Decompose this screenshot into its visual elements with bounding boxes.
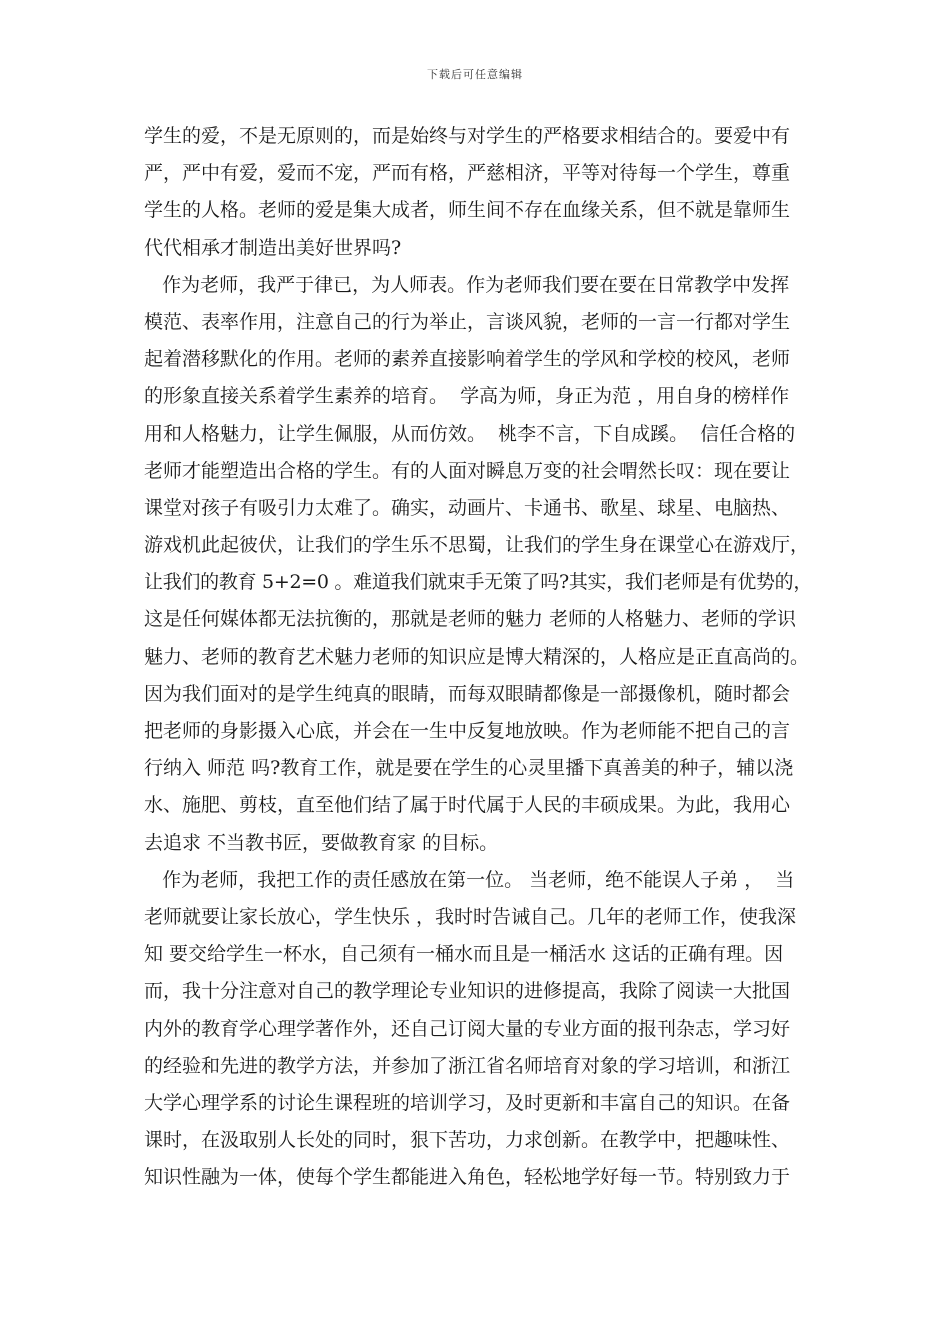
text-line: 课堂对孩子有吸引力太难了。确实，动画片、卡通书、歌星、球星、电脑热、 — [144, 496, 791, 519]
text-line: 严，严中有爱，爱而不宠，严而有格，严慈相济，平等对待每一个学生，尊重 — [144, 162, 791, 185]
text-line: 大学心理学系的讨论生课程班的培训学习，及时更新和丰富自己的知识。在备 — [144, 1091, 791, 1114]
text-line: 学生的人格。老师的爱是集大成者，师生间不存在血缘关系，但不就是靠师生 — [144, 199, 791, 222]
text-line: 内外的教育学心理学著作外，还自己订阅大量的专业方面的报刊杂志，学习好 — [144, 1017, 791, 1040]
document-body — [144, 118, 812, 1196]
text-line: 知 要交给学生一杯水，自己须有一桶水而且是一桶活水 这话的正确有理。因 — [144, 943, 784, 966]
text-line: 老师才能塑造出合格的学生。有的人面对瞬息万变的社会喟然长叹：现在要让 — [144, 459, 791, 482]
page-header: 下载后可任意编辑 — [427, 68, 523, 81]
text-line: 把老师的身影摄入心底，并会在一生中反复地放映。作为老师能不把自己的言 — [144, 720, 791, 742]
text-line: 行纳入 师范 吗?教育工作，就是要在学生的心灵里播下真善美的种子，辅以浇 — [144, 757, 794, 780]
text-line: 因为我们面对的是学生纯真的眼睛，而每双眼睛都像是一部摄像机，随时都会 — [144, 682, 791, 705]
text-line: 起着潜移默化的作用。老师的素养直接影响着学生的学风和学校的校风，老师 — [144, 348, 791, 371]
text-line: 知识性融为一体，使每个学生都能进入角色，轻松地学好每一节。特别致力于 — [144, 1166, 791, 1189]
text-line: 的经验和先进的教学方法，并参加了浙江省名师培育对象的学习培训，和浙江 — [144, 1054, 791, 1077]
text-line: 去追求 不当教书匠，要做教育家 的目标。 — [144, 831, 499, 854]
text-line: 水、施肥、剪枝，直至他们结了属于时代属于人民的丰硕成果。为此，我用心 — [144, 794, 791, 817]
text-line: 课时，在汲取别人长处的同时，狠下苦功，力求创新。在教学中，把趣味性、 — [144, 1129, 791, 1152]
text-line: 学生的爱，不是无原则的，而是始终与对学生的严格要求相结合的。要爱中有 — [144, 125, 791, 147]
text-line: 这是任何媒体都无法抗衡的，那就是老师的魅力 老师的人格魅力、老师的学识 — [144, 608, 797, 631]
text-line: 作为老师，我严于律已，为人师表。作为老师我们要在要在日常教学中发挥 — [144, 273, 790, 296]
text-line: 游戏机此起彼伏，让我们的学生乐不思蜀，让我们的学生身在课堂心在游戏厅， — [144, 534, 810, 557]
text-line: 用和人格魅力，让学生佩服，从而仿效。 桃李不言，下自成蹊。 信任合格的 — [144, 422, 796, 445]
text-line: 老师就要让家长放心，学生快乐 ，我时时告诫自己。几年的老师工作，使我深 — [144, 905, 797, 928]
text-line: 魅力、老师的教育艺术魅力老师的知识应是博大精深的，人格应是正直高尚的。 — [144, 645, 810, 668]
text-line: 代代相承才制造出美好世界吗? — [144, 236, 402, 259]
text-line: 让我们的教育 5+2=0 。难道我们就束手无策了吗?其实，我们老师是有优势的， — [144, 571, 813, 594]
text-line: 而，我十分注意对自己的教学理论专业知识的进修提高，我除了阅读一大批国 — [144, 980, 791, 1003]
text-line: 模范、表率作用，注意自己的行为举止，言谈风貌，老师的一言一行都对学生 — [144, 310, 791, 333]
text-line: 作为老师，我把工作的责任感放在第一位。 当老师，绝不能误人子弟 ， 当 — [144, 868, 795, 891]
text-line: 的形象直接关系着学生素养的培育。 学高为师，身正为范 ，用自身的榜样作 — [144, 385, 790, 408]
